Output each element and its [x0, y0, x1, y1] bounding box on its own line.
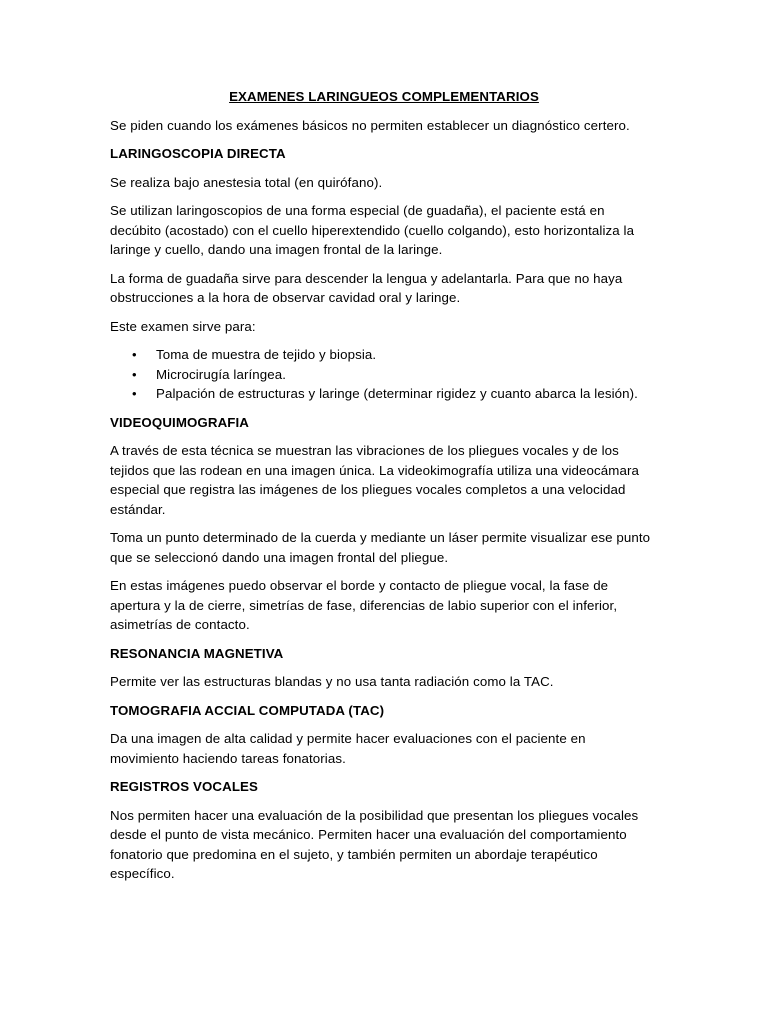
bullet-icon: •: [132, 347, 137, 362]
videoquimografia-paragraph-1: A través de esta técnica se muestran las vibraciones de los pliegues vocales y de los tejidos que las rodean en una imagen única. La videokimografía utiliza una videocámara especial que registra las imágenes de los pliegues vocales completos a una velocidad estándar.: [110, 443, 639, 517]
intro-paragraph: Se piden cuando los exámenes básicos no permiten establecer un diagnóstico certero.: [110, 117, 630, 133]
list-item: [132, 345, 658, 365]
videoquimografia-paragraph-3: En estas imágenes puedo observar el borde y contacto de pliegue vocal, la fase de apertura y la de cierre, simetrías de fase, diferencias de labio superior con el inferior, asimetrías de contacto.: [110, 578, 618, 632]
tomografia-paragraph-1: Da una imagen de alta calidad y permite hacer evaluaciones con el paciente en movimiento haciendo tareas fonatorias.: [110, 731, 586, 766]
section-heading-tomografia: TOMOGRAFIA ACCIAL COMPUTADA (TAC): [110, 702, 385, 718]
bullet-icon: •: [132, 386, 137, 401]
bullet-icon: •: [132, 366, 137, 382]
document-title: EXAMENES LARINGUEOS COMPLEMENTARIOS: [229, 89, 539, 104]
laringoscopia-paragraph-2: Se utilizan laringoscopios de una forma especial (de guadaña), el paciente está en decúbito (acostado) con el cuello hiperextendido (cuello colgando), esto horizontaliza la laringe y cuello, dando una imagen frontal de la laringe.: [110, 203, 635, 257]
list-item: [132, 384, 658, 404]
laringoscopia-paragraph-3: La forma de guadaña sirve para descender la lengua y adelantarla. Para que no haya obstrucciones a la hora de observar cavidad oral y laringe.: [110, 270, 623, 305]
videoquimografia-paragraph-2: Toma un punto determinado de la cuerda y mediante un láser permite visualizar ese punto que se seleccionó dando una imagen frontal del pliegue.: [110, 530, 651, 565]
resonancia-paragraph-1: Permite ver las estructuras blandas y no usa tanta radiación como la TAC.: [110, 674, 554, 689]
laringoscopia-bullet-list: [110, 345, 658, 404]
section-heading-videoquimografia: VIDEOQUIMOGRAFIA: [110, 414, 250, 430]
section-heading-laringoscopia: LARINGOSCOPIA DIRECTA: [110, 146, 286, 161]
registros-paragraph-1: Nos permiten hacer una evaluación de la posibilidad que presentan los pliegues vocales desde el punto de vista mecánico. Permiten hacer una evaluación del comportamiento fonatorio que predomina en el sujeto, y también permiten un abordaje terapéutico específico.: [110, 807, 639, 881]
laringoscopia-paragraph-1: Se realiza bajo anestesia total (en quirófano).: [110, 174, 383, 190]
section-heading-resonancia: RESONANCIA MAGNETIVA: [110, 645, 284, 661]
laringoscopia-paragraph-4: Este examen sirve para:: [110, 318, 256, 334]
list-item: [132, 365, 658, 385]
list-item-text: Microcirugía laríngea.: [156, 366, 287, 382]
list-item-text: Palpación de estructuras y laringe (determinar rigidez y cuanto abarca la lesión).: [156, 386, 638, 401]
list-item-text: Toma de muestra de tejido y biopsia.: [156, 347, 377, 362]
section-heading-registros: REGISTROS VOCALES: [110, 779, 258, 794]
